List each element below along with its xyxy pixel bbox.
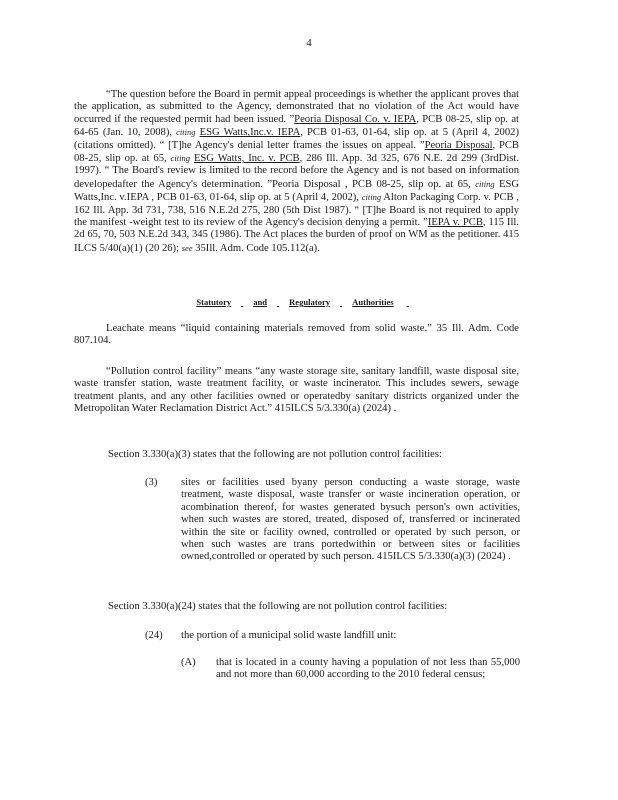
text-run: “The question before the Board in permit appeal proceedings is whether the applicant proves that the application, as submitted to the Agency, demonstrated that no violation of the Act would have occurred if the requested permit had been issued. ” [74, 89, 519, 125]
section-3-330-a-3-intro: Section 3.330(a)(3) states that the following are not pollution control facilities: [108, 449, 442, 460]
text-run: 35Ill. Adm. Code 105.112(a). [192, 242, 320, 254]
case-citation-esg-watts-pcb: ESG Watts, Inc. v. PCB [193, 153, 300, 165]
item-text: the portion of a municipal solid waste landfill unit: [181, 630, 397, 641]
item-text: that is located in a county having a population of not less than 55,000 and not more than 60,000 according to the 2010 federal census; [216, 657, 520, 681]
section-3-330-a-24-intro: Section 3.330(a)(24) states that the following are not pollution control facilities: [108, 601, 448, 612]
case-citation-peoria-disposal-short: Peoria Disposal [424, 139, 493, 151]
heading-word: Authorities [352, 297, 394, 307]
page-number: 4 [306, 37, 312, 49]
citing-signal: citing [361, 192, 382, 203]
case-citation-iepa-v-pcb: IEPA v. PCB [427, 217, 483, 229]
citing-signal: citing [475, 178, 495, 189]
list-item-a [181, 657, 520, 699]
item-text: sites or facilities used byany person conducting a waste storage, waste treatment, waste disposal, waste transfer or waste incineration operation, or acombination thereof, for wastes generated bysuch person's own activities, when such wastes are stored, treated, disposed of, transferred or incinerated within the site or facility owned, controlled or operated by such person, or when such wastes are trans portedwithin or between sites or facilities owned,controlled or operated by such person. 415ILCS 5/3.330(a)(3) (2024) . [181, 477, 520, 563]
text-run: , PCB 01-63, 01-64, slip op. at 5 (April 4, 2002) (citations omitted). “ [T]he Agency's denial letter frames the issues on appeal. ” [74, 127, 519, 151]
item-label: (3) [145, 477, 158, 488]
paragraph-pollution-control-facility [74, 366, 519, 416]
paragraph-leachate [74, 323, 519, 348]
section-heading [0, 297, 618, 307]
text-run: , 115 Ill. 2d 65, 70, 503 N.E.2d 343, 345 (1986). The Act places the burden of proof on WM as the petitioner. 415 ILCS 5/40(a)(1) (20 26); [74, 217, 519, 254]
citing-signal: citing [170, 153, 190, 164]
see-signal: see [181, 242, 193, 253]
case-citation-peoria-disposal: Peoria Disposal Co. v. IEPA [294, 113, 417, 125]
text-run: , 286 Ill. App. 3d 325, 676 N.E. 2d 299 (3rdDist. 1997). “ The Board's review is limited to the record before the Agency and is not based on information developedafter the Agency's determination. ”Peoria Disposal , PCB 08-25, slip op. at 65, [74, 153, 519, 190]
pollution-control-definition: “Pollution control facility” means “any waste storage site, sanitary landfill, waste disposal site, waste transfer station, waste treatment facility, or waste incinerator. This includes sewers, sewage treatment plants, and any other facilities owned or operatedby sanitary districts organized under the Metropolitan Water Reclamation District Act.” 415ILCS 5/3.330(a) (2024) . [74, 366, 519, 415]
list-item-24 [145, 630, 520, 646]
text-run: ESG Watts,Inc. v.IEPA , PCB 01-63, 01-64, slip op. at 5 (April 4, 2002), [74, 178, 520, 204]
item-label: (24) [145, 630, 163, 641]
case-citation-esg-watts: ESG Watts,Inc.v. IEPA [199, 127, 301, 139]
heading-word: Statutory [196, 297, 232, 307]
leachate-definition: Leachate means “liquid containing materials removed from solid waste.” 35 Ill. Adm. Code 807.104. [74, 323, 519, 347]
item-label: (A) [181, 657, 196, 668]
text-run: , PCB 08-25, slip op. at 64-65 (Jan. 10, 2008), [74, 113, 519, 139]
heading-word: Regulatory [289, 297, 331, 307]
list-item-3 [145, 477, 520, 597]
citing-signal: citing [176, 127, 196, 138]
text-run: , PCB 08-25, slip op. at 65, [74, 139, 519, 165]
paragraph-permit-appeal [74, 89, 519, 255]
text-run: Alton Packaging Corp. v. PCB , 162 Ill. App. 3d 731, 738, 516 N.E.2d 275, 280 (5th Dist 1987). “ [T]he Board is not required to apply the manifest -weight test to its review of the Agency's decision denying a permit. ” [74, 192, 519, 229]
heading-word: and [253, 297, 268, 307]
